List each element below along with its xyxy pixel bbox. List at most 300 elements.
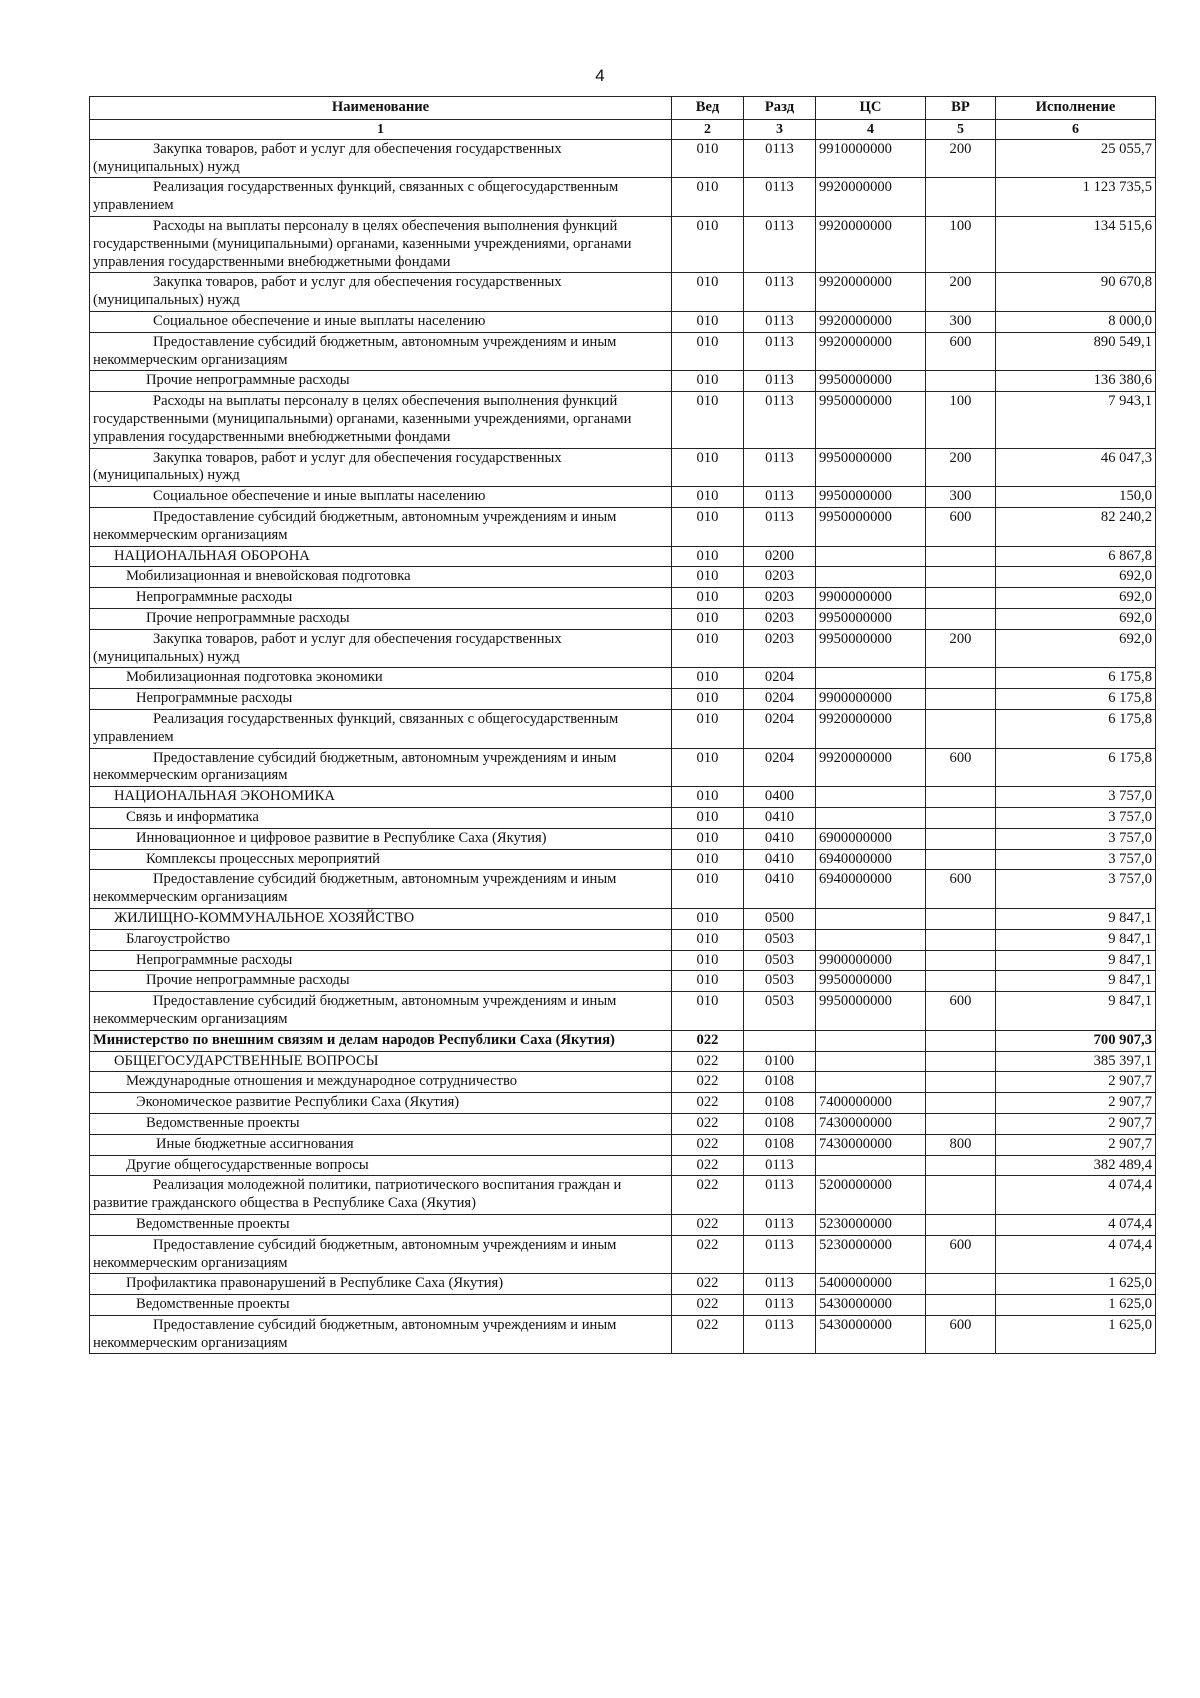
row-ved: 022: [672, 1274, 744, 1295]
row-amount: 1 625,0: [996, 1315, 1156, 1354]
row-amount: 3 757,0: [996, 870, 1156, 909]
row-amount: 9 847,1: [996, 971, 1156, 992]
row-amount: 25 055,7: [996, 139, 1156, 178]
row-ved: 010: [672, 371, 744, 392]
row-cs: [816, 546, 926, 567]
row-cs: 7430000000: [816, 1113, 926, 1134]
row-amount: 9 847,1: [996, 908, 1156, 929]
row-ved: 010: [672, 807, 744, 828]
table-row: [90, 929, 1156, 950]
row-razd: 0113: [744, 139, 816, 178]
table-row: [90, 807, 1156, 828]
row-ved: 022: [672, 1315, 744, 1354]
row-cs: 9950000000: [816, 992, 926, 1031]
row-vr: [926, 929, 996, 950]
row-cs: [816, 668, 926, 689]
row-amount: 46 047,3: [996, 448, 1156, 487]
row-name: НАЦИОНАЛЬНАЯ ОБОРОНА: [90, 546, 672, 567]
row-vr: 200: [926, 448, 996, 487]
row-razd: 0113: [744, 178, 816, 217]
row-name: Предоставление субсидий бюджетным, автономным учреждениям и иным некоммерческим организациям: [90, 992, 672, 1031]
row-cs: 9950000000: [816, 448, 926, 487]
table-row: [90, 908, 1156, 929]
row-cs: 9900000000: [816, 950, 926, 971]
row-amount: 2 907,7: [996, 1113, 1156, 1134]
row-vr: 600: [926, 992, 996, 1031]
row-cs: 9900000000: [816, 689, 926, 710]
row-vr: [926, 709, 996, 748]
row-amount: 890 549,1: [996, 332, 1156, 371]
row-ved: 010: [672, 588, 744, 609]
row-amount: 150,0: [996, 487, 1156, 508]
row-amount: 4 074,4: [996, 1235, 1156, 1274]
table-row: [90, 1113, 1156, 1134]
row-vr: [926, 178, 996, 217]
col-header-razd: Разд: [744, 97, 816, 120]
row-razd: 0113: [744, 273, 816, 312]
row-ved: 010: [672, 392, 744, 448]
table-row: [90, 546, 1156, 567]
row-ved: 022: [672, 1235, 744, 1274]
row-amount: 3 757,0: [996, 828, 1156, 849]
row-name: Ведомственные проекты: [90, 1214, 672, 1235]
row-razd: 0200: [744, 546, 816, 567]
table-row: [90, 178, 1156, 217]
row-cs: 9920000000: [816, 332, 926, 371]
row-ved: 010: [672, 748, 744, 787]
row-ved: 022: [672, 1093, 744, 1114]
row-razd: [744, 1030, 816, 1051]
table-row: [90, 1295, 1156, 1316]
row-razd: 0503: [744, 992, 816, 1031]
row-cs: 5400000000: [816, 1274, 926, 1295]
row-cs: 6940000000: [816, 870, 926, 909]
row-vr: 600: [926, 1315, 996, 1354]
col-header-exec: Исполнение: [996, 97, 1156, 120]
row-razd: 0203: [744, 588, 816, 609]
row-razd: 0113: [744, 371, 816, 392]
row-ved: 010: [672, 487, 744, 508]
row-vr: [926, 828, 996, 849]
row-name: Мобилизационная подготовка экономики: [90, 668, 672, 689]
table-row: [90, 508, 1156, 547]
row-amount: 2 907,7: [996, 1134, 1156, 1155]
row-name: Международные отношения и международное сотрудничество: [90, 1072, 672, 1093]
row-amount: 1 625,0: [996, 1295, 1156, 1316]
row-ved: 010: [672, 567, 744, 588]
row-razd: 0113: [744, 1235, 816, 1274]
row-vr: [926, 1051, 996, 1072]
row-cs: 9950000000: [816, 371, 926, 392]
row-razd: 0400: [744, 787, 816, 808]
row-name: Реализация государственных функций, связанных с общегосударственным управлением: [90, 709, 672, 748]
row-amount: 9 847,1: [996, 929, 1156, 950]
row-name: Предоставление субсидий бюджетным, автономным учреждениям и иным некоммерческим организациям: [90, 508, 672, 547]
table-row: [90, 1274, 1156, 1295]
row-razd: 0113: [744, 312, 816, 333]
row-vr: 600: [926, 748, 996, 787]
row-vr: [926, 588, 996, 609]
row-name: Закупка товаров, работ и услуг для обеспечения государственных (муниципальных) нужд: [90, 448, 672, 487]
table-row: [90, 1214, 1156, 1235]
row-ved: 010: [672, 849, 744, 870]
row-cs: 9950000000: [816, 629, 926, 668]
row-amount: 4 074,4: [996, 1214, 1156, 1235]
col-number: 5: [926, 119, 996, 139]
row-cs: 9920000000: [816, 748, 926, 787]
row-amount: 692,0: [996, 629, 1156, 668]
row-name: Реализация молодежной политики, патриотического воспитания граждан и развитие гражданского общества в Республике Саха (Якутия): [90, 1176, 672, 1215]
row-vr: [926, 1155, 996, 1176]
row-ved: 010: [672, 139, 744, 178]
row-name: Расходы на выплаты персоналу в целях обеспечения выполнения функций государственными (муниципальными) органами, казенными учреждениями, органами управления государственными внебюджетными фондами: [90, 392, 672, 448]
row-name: Профилактика правонарушений в Республике Саха (Якутия): [90, 1274, 672, 1295]
row-cs: 9900000000: [816, 588, 926, 609]
row-vr: 100: [926, 217, 996, 273]
row-cs: 6940000000: [816, 849, 926, 870]
row-ved: 010: [672, 273, 744, 312]
row-razd: 0204: [744, 689, 816, 710]
row-vr: [926, 787, 996, 808]
row-vr: [926, 689, 996, 710]
row-amount: 2 907,7: [996, 1093, 1156, 1114]
row-razd: 0113: [744, 487, 816, 508]
row-amount: 692,0: [996, 588, 1156, 609]
row-vr: [926, 971, 996, 992]
table-row: [90, 567, 1156, 588]
row-name: Благоустройство: [90, 929, 672, 950]
row-name: Другие общегосударственные вопросы: [90, 1155, 672, 1176]
row-ved: 010: [672, 929, 744, 950]
row-cs: 9920000000: [816, 273, 926, 312]
row-amount: 692,0: [996, 567, 1156, 588]
table-row: [90, 828, 1156, 849]
row-ved: 010: [672, 312, 744, 333]
row-ved: 022: [672, 1295, 744, 1316]
table-row: [90, 668, 1156, 689]
table-row: [90, 332, 1156, 371]
row-cs: 9950000000: [816, 508, 926, 547]
row-vr: 100: [926, 392, 996, 448]
row-ved: 010: [672, 508, 744, 547]
table-row: [90, 371, 1156, 392]
table-row: [90, 392, 1156, 448]
row-ved: 010: [672, 971, 744, 992]
column-number-row: [90, 119, 1156, 139]
row-razd: 0113: [744, 1315, 816, 1354]
row-cs: [816, 807, 926, 828]
row-name: Реализация государственных функций, связанных с общегосударственным управлением: [90, 178, 672, 217]
row-amount: 90 670,8: [996, 273, 1156, 312]
row-amount: 9 847,1: [996, 950, 1156, 971]
row-vr: [926, 546, 996, 567]
col-header-vr: ВР: [926, 97, 996, 120]
row-ved: 022: [672, 1113, 744, 1134]
row-cs: 9920000000: [816, 217, 926, 273]
row-ved: 010: [672, 609, 744, 630]
row-vr: 600: [926, 508, 996, 547]
table-row: [90, 1176, 1156, 1215]
row-amount: 382 489,4: [996, 1155, 1156, 1176]
row-amount: 8 000,0: [996, 312, 1156, 333]
row-amount: 7 943,1: [996, 392, 1156, 448]
row-vr: [926, 1030, 996, 1051]
row-cs: [816, 567, 926, 588]
row-amount: 6 175,8: [996, 668, 1156, 689]
row-name: Ведомственные проекты: [90, 1113, 672, 1134]
row-name: Закупка товаров, работ и услуг для обеспечения государственных (муниципальных) нужд: [90, 139, 672, 178]
row-vr: 600: [926, 1235, 996, 1274]
table-row: [90, 950, 1156, 971]
table-row: [90, 217, 1156, 273]
row-ved: 010: [672, 787, 744, 808]
row-cs: [816, 787, 926, 808]
table-row: [90, 689, 1156, 710]
row-razd: 0204: [744, 748, 816, 787]
row-vr: [926, 1113, 996, 1134]
row-vr: 300: [926, 312, 996, 333]
row-razd: 0113: [744, 332, 816, 371]
table-header-row: [90, 97, 1156, 120]
table-row: [90, 139, 1156, 178]
row-cs: 6900000000: [816, 828, 926, 849]
row-vr: 600: [926, 332, 996, 371]
col-header-cs: ЦС: [816, 97, 926, 120]
table-row: [90, 849, 1156, 870]
row-vr: [926, 849, 996, 870]
row-amount: 136 380,6: [996, 371, 1156, 392]
row-razd: 0108: [744, 1093, 816, 1114]
row-vr: [926, 1274, 996, 1295]
table-row: [90, 487, 1156, 508]
row-ved: 010: [672, 448, 744, 487]
row-cs: 9910000000: [816, 139, 926, 178]
row-ved: 022: [672, 1051, 744, 1072]
row-cs: 9920000000: [816, 709, 926, 748]
row-name: Закупка товаров, работ и услуг для обеспечения государственных (муниципальных) нужд: [90, 629, 672, 668]
table-row: [90, 992, 1156, 1031]
row-ved: 022: [672, 1176, 744, 1215]
table-row: [90, 748, 1156, 787]
row-name: Предоставление субсидий бюджетным, автономным учреждениям и иным некоммерческим организациям: [90, 1235, 672, 1274]
row-name: Комплексы процессных мероприятий: [90, 849, 672, 870]
row-amount: 6 175,8: [996, 748, 1156, 787]
row-amount: 9 847,1: [996, 992, 1156, 1031]
row-razd: 0108: [744, 1072, 816, 1093]
row-razd: 0410: [744, 828, 816, 849]
row-razd: 0410: [744, 870, 816, 909]
row-ved: 022: [672, 1072, 744, 1093]
table-row: [90, 629, 1156, 668]
table-row: [90, 1235, 1156, 1274]
col-number: 4: [816, 119, 926, 139]
table-row: [90, 1051, 1156, 1072]
row-ved: 010: [672, 828, 744, 849]
row-cs: 5200000000: [816, 1176, 926, 1215]
row-name: ОБЩЕГОСУДАРСТВЕННЫЕ ВОПРОСЫ: [90, 1051, 672, 1072]
row-vr: [926, 1176, 996, 1215]
row-cs: [816, 1155, 926, 1176]
row-ved: 010: [672, 950, 744, 971]
row-razd: 0410: [744, 807, 816, 828]
row-vr: [926, 1214, 996, 1235]
row-razd: 0204: [744, 709, 816, 748]
row-ved: 010: [672, 689, 744, 710]
row-razd: 0113: [744, 1295, 816, 1316]
row-name: Непрограммные расходы: [90, 588, 672, 609]
table-row: [90, 787, 1156, 808]
col-number: 6: [996, 119, 1156, 139]
row-ved: 022: [672, 1155, 744, 1176]
row-name: ЖИЛИЩНО-КОММУНАЛЬНОЕ ХОЗЯЙСТВО: [90, 908, 672, 929]
row-amount: 4 074,4: [996, 1176, 1156, 1215]
row-vr: [926, 1093, 996, 1114]
row-name: Связь и информатика: [90, 807, 672, 828]
row-name: Расходы на выплаты персоналу в целях обеспечения выполнения функций государственными (муниципальными) органами, казенными учреждениями, органами управления государственными внебюджетными фондами: [90, 217, 672, 273]
row-name: Мобилизационная и вневойсковая подготовка: [90, 567, 672, 588]
row-ved: 010: [672, 668, 744, 689]
row-amount: 2 907,7: [996, 1072, 1156, 1093]
row-name: Прочие непрограммные расходы: [90, 371, 672, 392]
table-row: [90, 870, 1156, 909]
table-row: [90, 273, 1156, 312]
row-cs: 5230000000: [816, 1214, 926, 1235]
row-cs: 9950000000: [816, 487, 926, 508]
page-number: 4: [595, 66, 605, 85]
col-header-ved: Вед: [672, 97, 744, 120]
row-ved: 010: [672, 178, 744, 217]
table-row: [90, 1030, 1156, 1051]
row-razd: 0503: [744, 929, 816, 950]
row-razd: 0203: [744, 609, 816, 630]
row-razd: 0503: [744, 971, 816, 992]
row-ved: 022: [672, 1214, 744, 1235]
row-ved: 010: [672, 908, 744, 929]
row-vr: [926, 1295, 996, 1316]
row-ved: 010: [672, 332, 744, 371]
row-razd: 0113: [744, 217, 816, 273]
row-name: Ведомственные проекты: [90, 1295, 672, 1316]
row-ved: 022: [672, 1030, 744, 1051]
table-row: [90, 1093, 1156, 1114]
row-vr: [926, 668, 996, 689]
row-amount: 134 515,6: [996, 217, 1156, 273]
row-name: Закупка товаров, работ и услуг для обеспечения государственных (муниципальных) нужд: [90, 273, 672, 312]
col-header-name: Наименование: [90, 97, 672, 120]
col-number: 3: [744, 119, 816, 139]
row-vr: 200: [926, 273, 996, 312]
row-razd: 0100: [744, 1051, 816, 1072]
row-ved: 010: [672, 546, 744, 567]
table-row: [90, 312, 1156, 333]
row-amount: 3 757,0: [996, 787, 1156, 808]
row-ved: 010: [672, 870, 744, 909]
row-name: Министерство по внешним связям и делам народов Республики Саха (Якутия): [90, 1030, 672, 1051]
row-ved: 010: [672, 629, 744, 668]
row-amount: 3 757,0: [996, 807, 1156, 828]
row-amount: 692,0: [996, 609, 1156, 630]
table-row: [90, 1315, 1156, 1354]
row-razd: 0113: [744, 1214, 816, 1235]
row-name: Непрограммные расходы: [90, 950, 672, 971]
row-razd: 0108: [744, 1134, 816, 1155]
row-name: Социальное обеспечение и иные выплаты населению: [90, 312, 672, 333]
row-vr: [926, 609, 996, 630]
row-cs: [816, 1072, 926, 1093]
row-name: Экономическое развитие Республики Саха (Якутия): [90, 1093, 672, 1114]
row-amount: 385 397,1: [996, 1051, 1156, 1072]
row-name: Предоставление субсидий бюджетным, автономным учреждениям и иным некоммерческим организациям: [90, 1315, 672, 1354]
row-cs: [816, 1030, 926, 1051]
table-row: [90, 709, 1156, 748]
row-name: Прочие непрограммные расходы: [90, 971, 672, 992]
table-row: [90, 448, 1156, 487]
row-cs: 7400000000: [816, 1093, 926, 1114]
row-cs: [816, 929, 926, 950]
row-vr: 300: [926, 487, 996, 508]
row-name: Инновационное и цифровое развитие в Республике Саха (Якутия): [90, 828, 672, 849]
row-cs: 7430000000: [816, 1134, 926, 1155]
row-cs: 9920000000: [816, 178, 926, 217]
row-razd: 0108: [744, 1113, 816, 1134]
col-number: 1: [90, 119, 672, 139]
row-name: Предоставление субсидий бюджетным, автономным учреждениям и иным некоммерческим организациям: [90, 870, 672, 909]
row-cs: [816, 1051, 926, 1072]
table-row: [90, 971, 1156, 992]
table-row: [90, 1134, 1156, 1155]
row-razd: 0113: [744, 1274, 816, 1295]
row-cs: 9920000000: [816, 312, 926, 333]
row-razd: 0113: [744, 392, 816, 448]
table-row: [90, 609, 1156, 630]
row-razd: 0113: [744, 448, 816, 487]
row-razd: 0410: [744, 849, 816, 870]
row-ved: 010: [672, 217, 744, 273]
row-cs: 5230000000: [816, 1235, 926, 1274]
row-cs: 9950000000: [816, 971, 926, 992]
table-body: [90, 139, 1156, 1354]
table-row: [90, 1072, 1156, 1093]
row-name: Непрограммные расходы: [90, 689, 672, 710]
row-vr: 200: [926, 139, 996, 178]
row-ved: 010: [672, 709, 744, 748]
row-name: Социальное обеспечение и иные выплаты населению: [90, 487, 672, 508]
row-vr: [926, 950, 996, 971]
row-razd: 0113: [744, 1176, 816, 1215]
row-amount: 6 175,8: [996, 709, 1156, 748]
row-cs: 5430000000: [816, 1315, 926, 1354]
row-ved: 022: [672, 1134, 744, 1155]
row-name: Предоставление субсидий бюджетным, автономным учреждениям и иным некоммерческим организациям: [90, 332, 672, 371]
row-cs: 9950000000: [816, 392, 926, 448]
row-amount: 1 123 735,5: [996, 178, 1156, 217]
row-cs: 9950000000: [816, 609, 926, 630]
row-cs: [816, 908, 926, 929]
row-razd: 0203: [744, 567, 816, 588]
row-amount: 6 175,8: [996, 689, 1156, 710]
table-row: [90, 588, 1156, 609]
row-vr: [926, 1072, 996, 1093]
row-vr: [926, 371, 996, 392]
row-amount: 82 240,2: [996, 508, 1156, 547]
row-name: Предоставление субсидий бюджетным, автономным учреждениям и иным некоммерческим организациям: [90, 748, 672, 787]
row-vr: [926, 807, 996, 828]
row-razd: 0500: [744, 908, 816, 929]
col-number: 2: [672, 119, 744, 139]
row-name: НАЦИОНАЛЬНАЯ ЭКОНОМИКА: [90, 787, 672, 808]
row-vr: 600: [926, 870, 996, 909]
row-ved: 010: [672, 992, 744, 1031]
